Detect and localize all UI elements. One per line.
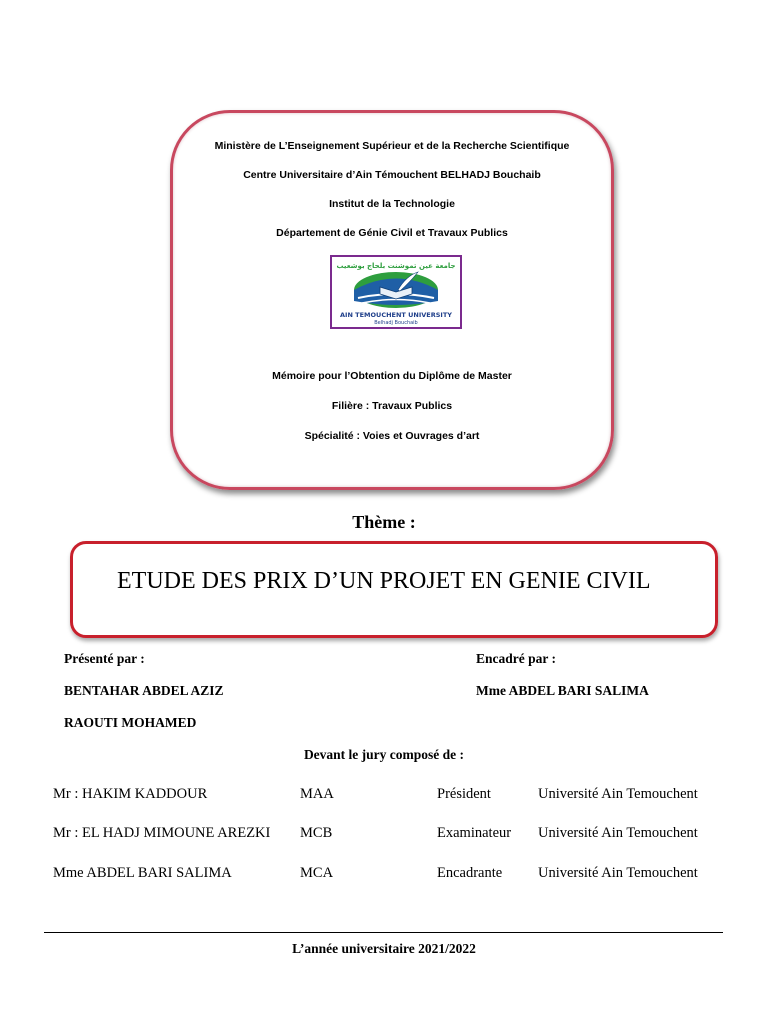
logo-arabic-text: جامعة عين تموشنت بلحاج بوشعيب [336, 262, 456, 270]
memoire-line: Mémoire pour l’Obtention du Diplôme de Master [272, 370, 512, 382]
logo-university-name: AIN TEMOUCHENT UNIVERSITY [340, 311, 452, 319]
jury-member-affiliation: Université Ain Temouchent [538, 825, 698, 841]
jury-member-role: Encadrante [437, 865, 503, 881]
filiere-line: Filière : Travaux Publics [331, 400, 453, 412]
specialite-line: Spécialité : Voies et Ouvrages d’art [304, 430, 480, 442]
jury-member-affiliation: Université Ain Temouchent [538, 865, 698, 881]
jury-label: Devant le jury composé de : [303, 747, 465, 762]
footer-divider [44, 932, 723, 933]
jury-member-name: Mr : HAKIM KADDOUR [53, 786, 208, 802]
university-logo [330, 255, 462, 329]
academic-year: L’année universitaire 2021/2022 [292, 941, 476, 956]
institute-line: Institut de la Technologie [329, 198, 455, 210]
jury-member-name: Mme ABDEL BARI SALIMA [53, 865, 232, 881]
jury-member-grade: MCB [300, 825, 333, 841]
supervisor-name: Mme ABDEL BARI SALIMA [476, 683, 649, 698]
jury-member-role: Président [437, 786, 491, 802]
jury-member-name: Mr : EL HADJ MIMOUNE AREZKI [53, 825, 271, 841]
university-logo-graphic [332, 257, 460, 327]
ministry-line: Ministère de L’Enseignement Supérieur et de la Recherche Scientifique [214, 140, 570, 152]
theme-label: Thème : [352, 512, 416, 532]
jury-member-role: Examinateur [437, 825, 512, 841]
jury-member-grade: MAA [300, 786, 334, 802]
thesis-title: ETUDE DES PRIX D’UN PROJET EN GENIE CIVIL [117, 568, 651, 594]
presented-by-label: Présenté par : [64, 651, 145, 666]
center-line: Centre Universitaire d’Ain Témouchent BELHADJ Bouchaib [243, 169, 541, 181]
student-name: BENTAHAR ABDEL AZIZ [64, 683, 224, 698]
jury-member-affiliation: Université Ain Temouchent [538, 786, 698, 802]
jury-member-grade: MCA [300, 865, 334, 881]
logo-university-subname: Belhadj Bouchaib [374, 320, 418, 326]
department-line: Département de Génie Civil et Travaux Publics [276, 227, 508, 239]
student-name: RAOUTI MOHAMED [64, 715, 197, 730]
supervised-by-label: Encadré par : [476, 651, 556, 666]
